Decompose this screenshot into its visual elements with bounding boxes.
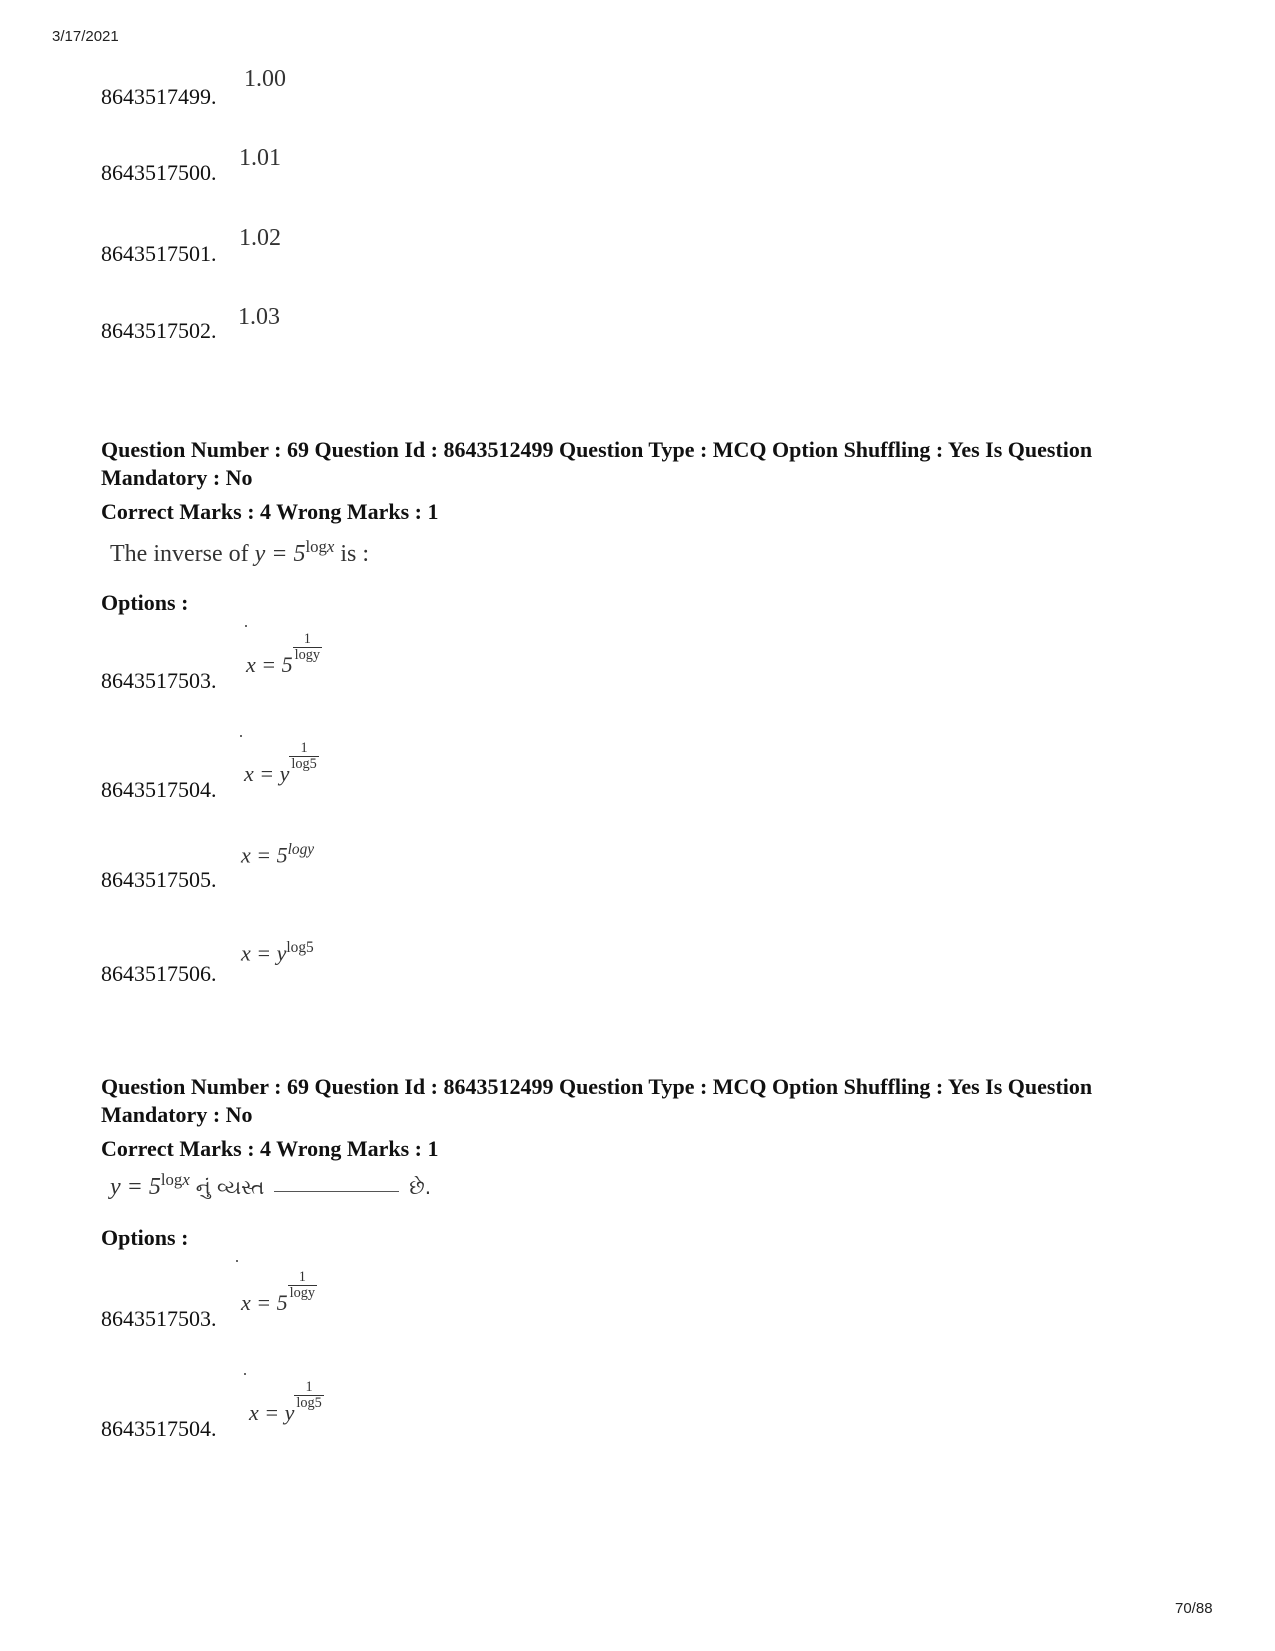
math-y-equation: y = 5: [254, 541, 306, 567]
option-value: 1.01: [239, 145, 281, 171]
math-exponent: logx: [160, 1170, 190, 1189]
option-math: x = 5 $\frac{1}{\log y}$: [246, 631, 321, 677]
option-id: 8643517505.: [101, 867, 217, 892]
math-exponent: logx: [305, 537, 335, 556]
question-text-end: is :: [340, 541, 370, 567]
option-math: x = y $\frac{1}{\log 5}$: [244, 740, 317, 786]
option-id: 8643517500.: [101, 160, 217, 185]
option-math: $x = 5^{logy}$: [241, 841, 315, 868]
option-value: 1.03: [238, 304, 280, 330]
option-item: [101, 205, 701, 265]
option-item: [101, 632, 701, 692]
options-label: Options :: [101, 1225, 189, 1250]
question-header: Question Number : 69 Question Id : 8643512499 Question Type : MCQ Option Shuffling : Yes Is Question Mandatory : No: [101, 437, 1093, 490]
option-math: x = 5 $\frac{1}{\log y}$: [241, 1269, 316, 1315]
option-item: [101, 831, 701, 891]
option-id: 8643517506.: [101, 961, 217, 986]
option-item: [101, 282, 701, 342]
option-id: 8643517504.: [101, 777, 217, 802]
print-date: 3/17/2021: [52, 28, 119, 45]
option-item: [101, 124, 701, 184]
question-marks: Correct Marks : 4 Wrong Marks : 1: [101, 499, 439, 524]
question-text-start: The inverse of: [110, 541, 249, 567]
answer-blank: [274, 1191, 399, 1192]
option-math: $x = y^{log5}$: [241, 939, 314, 966]
option-item: [101, 741, 701, 801]
option-id: 8643517501.: [101, 241, 217, 266]
question-text-gujarati: નું વ્યસ્ત: [195, 1175, 265, 1199]
option-math: x = y $\frac{1}{\log 5}$: [249, 1379, 322, 1425]
question-marks: Correct Marks : 4 Wrong Marks : 1: [101, 1136, 439, 1161]
option-id: 8643517503.: [101, 668, 217, 693]
question-text-end: છે.: [409, 1175, 432, 1199]
page-number: 70/88: [1175, 1600, 1213, 1617]
question-header: Question Number : 69 Question Id : 8643512499 Question Type : MCQ Option Shuffling : Yes Is Question Mandatory : No: [101, 1074, 1093, 1127]
option-id: 8643517502.: [101, 318, 217, 343]
math-y-equation: y = 5: [110, 1174, 161, 1200]
question-text: [110, 537, 369, 568]
option-item: [101, 48, 701, 108]
option-item: [101, 1270, 701, 1330]
option-item: [101, 1380, 701, 1440]
option-item: [101, 925, 701, 985]
option-value: 1.00: [244, 66, 286, 92]
question-text: [110, 1170, 431, 1201]
option-id: 8643517504.: [101, 1416, 217, 1441]
options-label: Options :: [101, 590, 189, 615]
option-id: 8643517503.: [101, 1306, 217, 1331]
option-id: 8643517499.: [101, 84, 217, 109]
option-value: 1.02: [239, 225, 281, 251]
